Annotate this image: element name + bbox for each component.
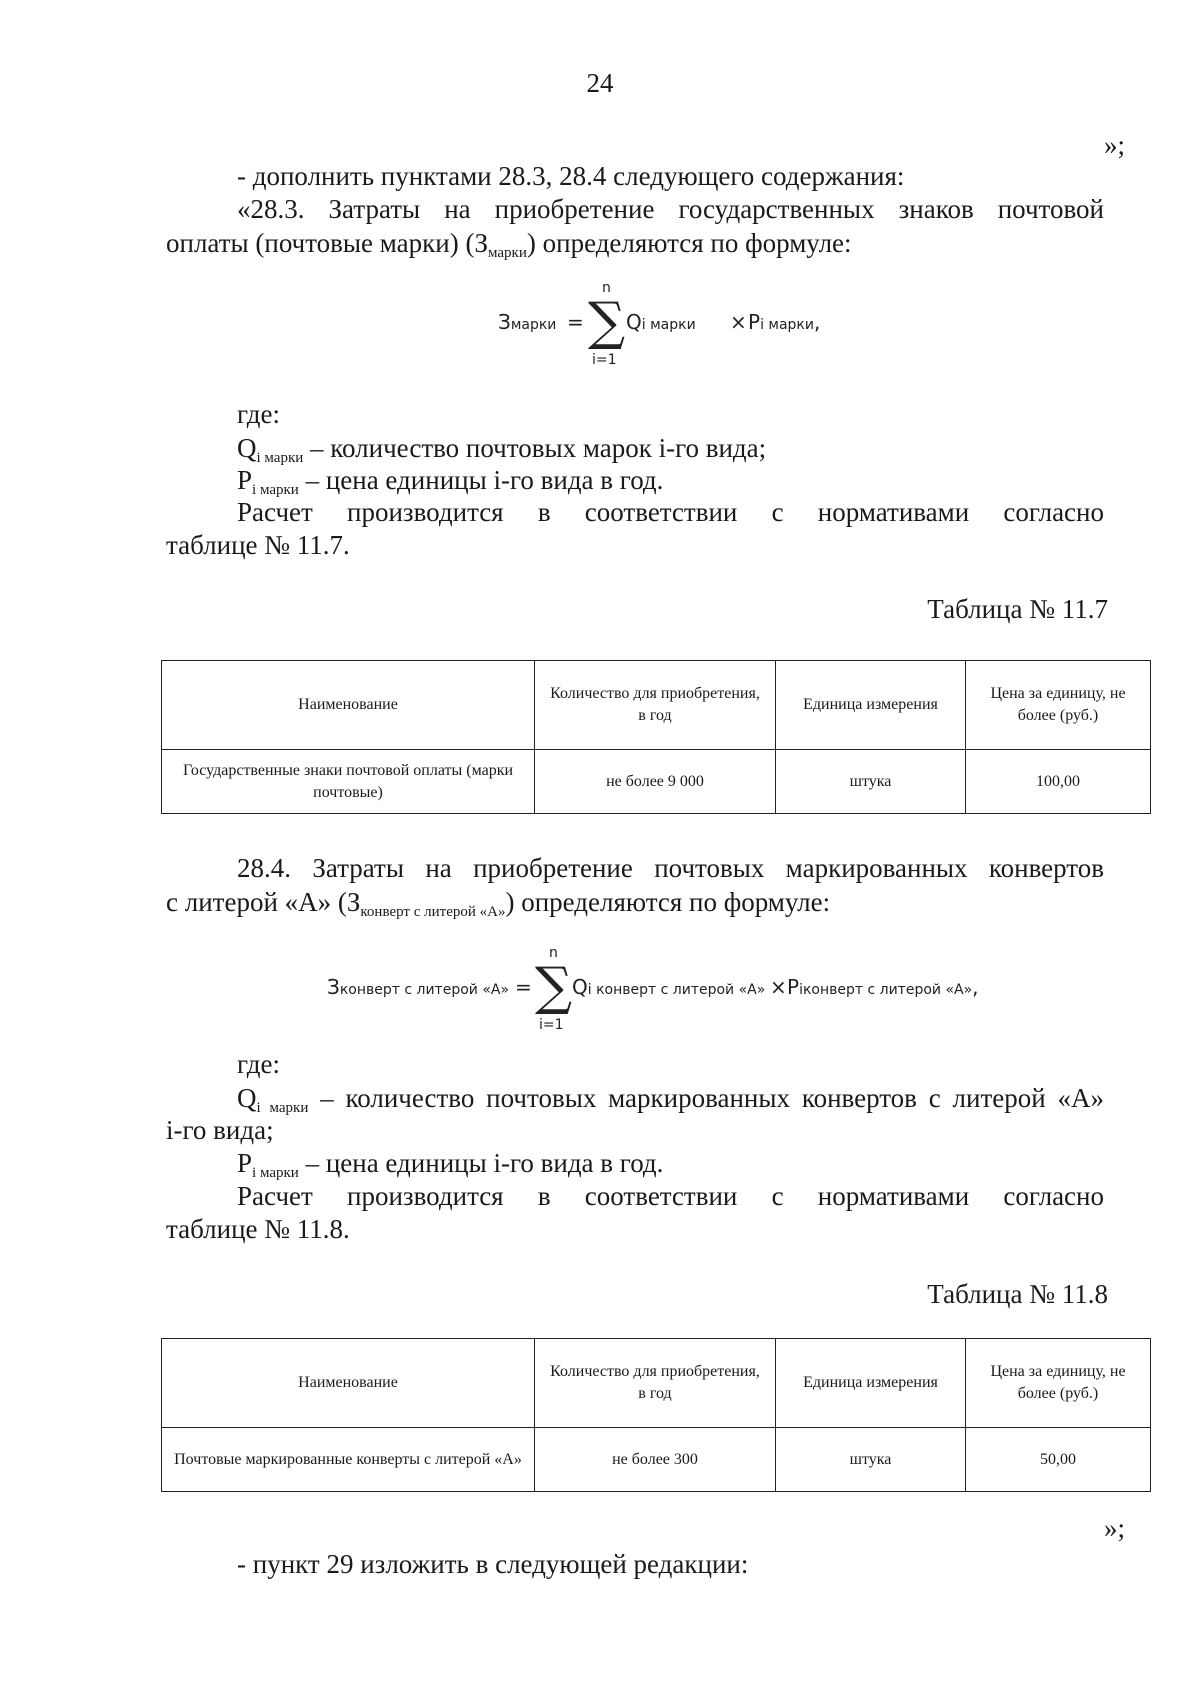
page-number: 24: [586, 68, 614, 98]
table-11-8-caption: Таблица № 11.8: [927, 1279, 1108, 1309]
definition-p-envelopes: $P_{i марки}$ – цена единицы i-го вида в год.: [237, 1148, 664, 1181]
definition-q-envelopes: $Q_{i марки}$ – количество почтовых маркированных конвертов с литерой «А»: [237, 1083, 1105, 1116]
header-price: Цена за единицу, не более (руб.): [966, 1339, 1151, 1428]
header-price: Цена за единицу, не более (руб.): [966, 661, 1151, 750]
calc-note-2-line2: таблице № 11.8.: [166, 1214, 350, 1244]
closing-quote-mark: »;: [1104, 130, 1126, 160]
table-header-row: [162, 1339, 1151, 1428]
header-name: Наименование: [162, 1339, 535, 1428]
calc-note-1-line1: Расчет производится в соответствии с нормативами согласно: [237, 497, 1104, 527]
intro-line: - дополнить пунктами 28.3, 28.4 следующего содержания:: [237, 161, 905, 191]
formula-envelopes: Зконверт с литерой «А» = n ∑ i=1 Qi конверт с литерой «А» × Piконверт с литерой «А»,: [327, 945, 979, 1033]
paragraph-28-4-line1: 28.4. Затраты на приобретение почтовых маркированных конвертов: [237, 853, 1104, 883]
header-unit: Единица измерения: [776, 1339, 966, 1428]
table-row: [162, 1428, 1151, 1492]
cell-quantity: не более 9 000: [535, 750, 776, 814]
cell-unit: штука: [776, 750, 966, 814]
table-11-8: [161, 1338, 1151, 1492]
cell-name: Государственные знаки почтовой оплаты (марки почтовые): [162, 750, 535, 814]
table-header-row: [162, 661, 1151, 750]
calc-note-2-line1: Расчет производится в соответствии с нормативами согласно: [237, 1181, 1104, 1211]
cell-unit: штука: [776, 1428, 966, 1492]
paragraph-28-3-line1: «28.3. Затраты на приобретение государственных знаков почтовой: [237, 194, 1104, 224]
final-line: - пункт 29 изложить в следующей редакции:: [237, 1549, 749, 1579]
cell-price: 50,00: [966, 1428, 1151, 1492]
cell-name: Почтовые маркированные конверты с литерой «А»: [162, 1428, 535, 1492]
cell-quantity: не более 300: [535, 1428, 776, 1492]
where-label-2: где:: [237, 1049, 280, 1079]
header-quantity: Количество для приобретения, в год: [535, 661, 776, 750]
where-label-1: где:: [237, 399, 280, 429]
closing-quote-mark: »;: [1104, 1513, 1126, 1543]
paragraph-28-3-line2: оплаты (почтовые марки) $(З_{марки})$ определяются по формуле:: [166, 228, 852, 261]
calc-note-1-line2: таблице № 11.7.: [166, 530, 350, 560]
cell-price: 100,00: [966, 750, 1151, 814]
header-unit: Единица измерения: [776, 661, 966, 750]
definition-q-envelopes-line2: i-го вида;: [166, 1115, 274, 1145]
formula-postage-stamps: Змарки = n ∑ i=1 Qi марки × Pi марки,: [498, 280, 821, 368]
header-quantity: Количество для приобретения, в год: [535, 1339, 776, 1428]
definition-q-stamps: $Q_{i марки}$ – количество почтовых марок i-го вида;: [237, 433, 767, 466]
paragraph-28-4-line2: с литерой «А» $(З_{конверт с литерой «А»})$ определяются по формуле:: [166, 887, 831, 920]
table-11-7: [161, 660, 1151, 814]
table-11-7-caption: Таблица № 11.7: [927, 594, 1108, 624]
definition-p-stamps: $P_{i марки}$ – цена единицы i-го вида в год.: [237, 465, 664, 498]
table-row: [162, 750, 1151, 814]
header-name: Наименование: [162, 661, 535, 750]
